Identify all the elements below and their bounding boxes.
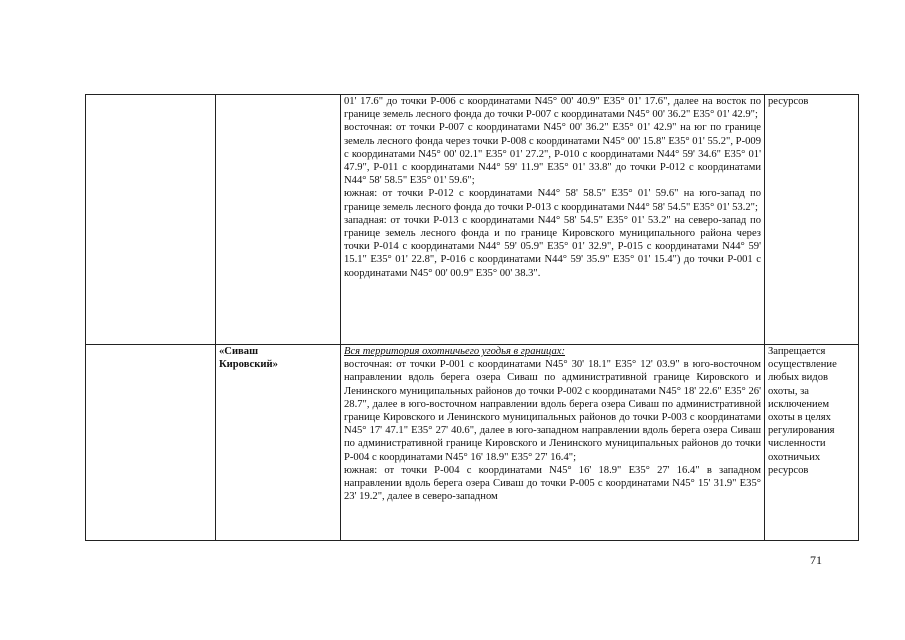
- restriction-text: охотничьих: [768, 451, 821, 463]
- restriction-text: ресурсов: [768, 96, 809, 107]
- hunting-grounds-table: [85, 94, 859, 541]
- table-row: [86, 95, 859, 345]
- boundary-description-cell: [341, 95, 765, 345]
- boundary-paragraph: восточная: от точки Р-001 с координатами N45° 30' 18.1" E35° 12' 03.9" в юго-восточном направлении вдоль берега озера Сиваш по административной границе Кировского и Ленинского муниципальных районов до точки Р-002 с координатами N45° 18' 22.6" E35° 26' 28.7", далее в юго-восточном направлении вдоль берега озера Сиваш по административной границе Кировского и Ленинского муниципальных районов до точки Р-003 с координатами N45° 17' 47.1" E35° 27' 40.6", далее в юго-западном направлении вдоль берега озера Сиваш по административной границе Кировского и Ленинского муниципальных районов до точки Р-004 с координатами N45° 16' 18.9" E35° 27' 16.4";: [344, 359, 761, 463]
- boundary-paragraph: 01' 17.6" до точки Р-006 с координатами N45° 00' 40.9" E35° 01' 17.6", далее на восток по границе земель лесного фонда до точки Р-007 с координатами N45° 00' 36.2" E35° 01' 42.9";: [344, 96, 761, 121]
- name-cell: [216, 95, 341, 345]
- number-cell: [86, 345, 216, 541]
- boundary-paragraph: восточная: от точки Р-007 с координатами N45° 00' 36.2" E35° 01' 42.9" на юг по границе земель лесного фонда через точки Р-008 с координатами N45° 00' 15.8" E35° 01' 55.2", Р-009 с координатами N45° 00' 02.1" E35° 01' 27.2", Р-010 с координатами N44° 59' 34.6" E35° 01' 47.9", Р-011 с координатами N44° 59' 11.9" E35° 01' 33.8" до точки Р-012 с координатами N44° 58' 58.5" E35° 01' 59.6";: [344, 122, 761, 187]
- restriction-text: численности: [768, 438, 826, 450]
- restriction-text: охоты, за: [768, 385, 810, 397]
- page-number: 71: [810, 553, 822, 567]
- name-cell: [216, 345, 341, 541]
- boundary-description-cell: [341, 345, 765, 541]
- restriction-text: исключением: [768, 398, 830, 410]
- boundary-paragraph: южная: от точки Р-012 с координатами N44° 58' 58.5" E35° 01' 59.6" на юго-запад по границе земель лесного фонда до точки Р-013 с координатами N44° 58' 54.5" E35° 01' 53.2";: [344, 188, 761, 213]
- restriction-text: любых видов: [768, 372, 829, 384]
- number-cell: [86, 95, 216, 345]
- table-row: [86, 345, 859, 541]
- hunting-ground-name: Кировский»: [219, 359, 278, 371]
- restriction-cell: [765, 345, 859, 541]
- restriction-text: ресурсов: [768, 464, 809, 476]
- restriction-text: регулирования: [768, 425, 835, 437]
- restriction-text: охоты в целях: [768, 412, 831, 424]
- boundary-paragraph: западная: от точки Р-013 с координатами N44° 58' 54.5" E35° 01' 53.2" на северо-запад по границе земель лесного фонда и по границе Кировского муниципального района через точки Р-014 с координатами N44° 59' 05.9" E35° 01' 32.9", Р-015 с координатами N44° 59' 15.1" E35° 01' 22.8", Р-016 с координатами N44° 59' 35.9" E35° 01' 15.4") до точки Р-001 с координатами N45° 00' 00.9" E35° 00' 38.3".: [344, 214, 761, 279]
- restriction-cell: [765, 95, 859, 345]
- restriction-text: Запрещается: [768, 346, 826, 357]
- hunting-ground-name: «Сиваш: [219, 346, 259, 357]
- boundary-heading: Вся территория охотничьего угодья в границах:: [344, 346, 566, 357]
- boundary-paragraph: южная: от точки Р-004 с координатами N45° 16' 18.9" E35° 27' 16.4" в западном направлении вдоль берега озера Сиваш до точки Р-005 с координатами N45° 15' 31.9" E35° 23' 19.2", далее в северо-западном: [344, 464, 761, 503]
- restriction-text: осуществление: [768, 359, 837, 371]
